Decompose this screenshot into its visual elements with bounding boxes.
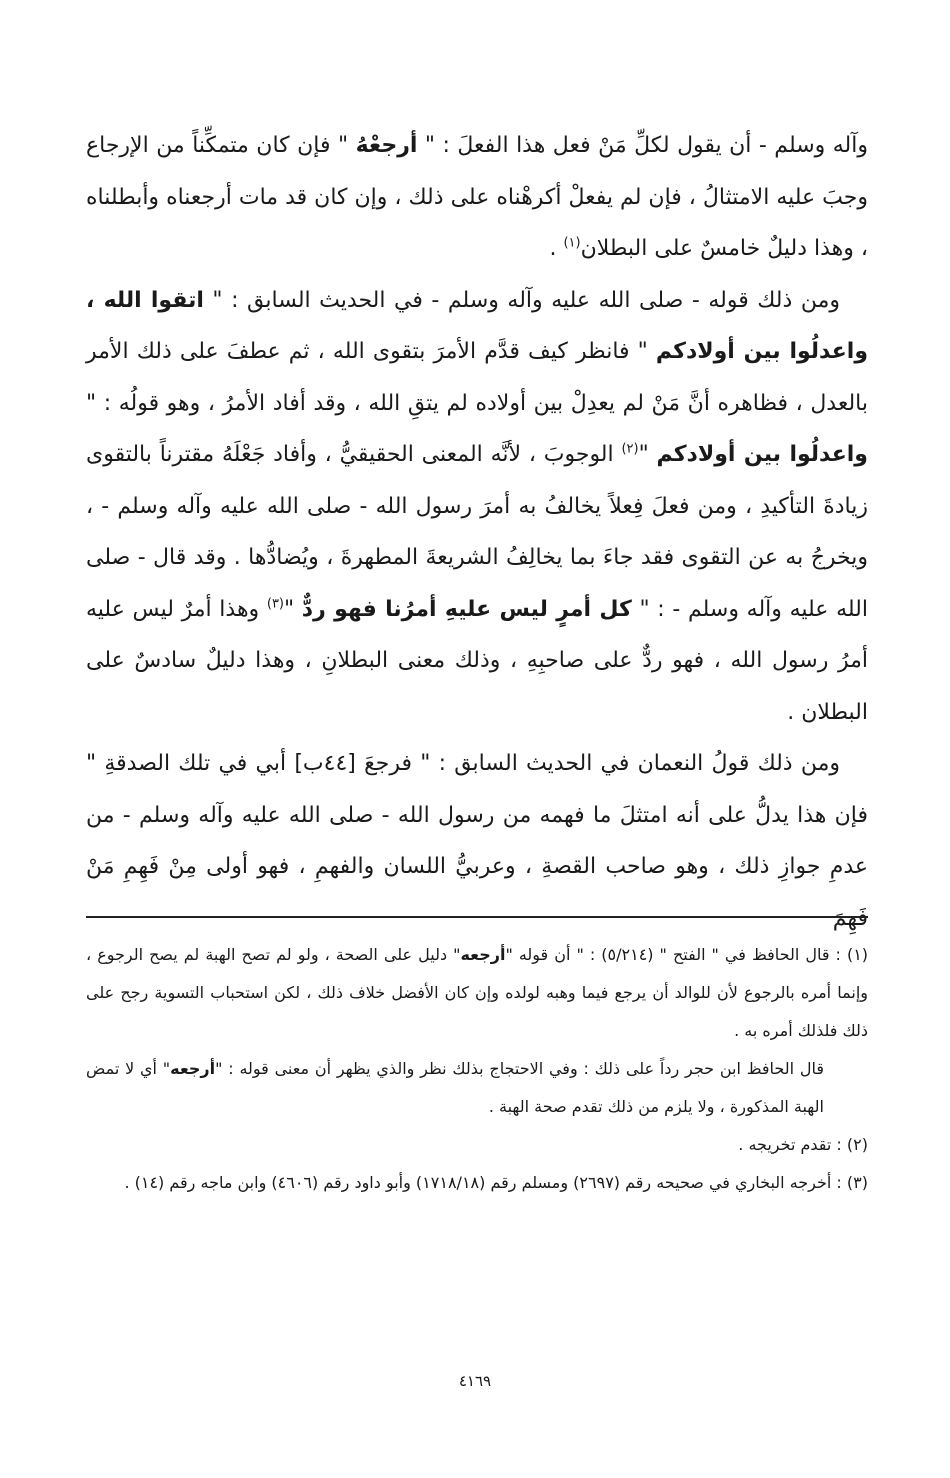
p2-quote-close: " (638, 442, 657, 467)
paragraph-3 (86, 738, 868, 944)
fn1b-text-end: " أي لا تمض الهبة المذكورة ، ولا يلزم من ذلك تقدم صحة الهبة . (86, 1059, 824, 1116)
footnote-divider (86, 916, 868, 918)
fn1-text-start: (١) : قال الحافظ في " الفتح " (٥/٢١٤) : " أن قوله " (505, 945, 869, 964)
p2-text-mid-1: " فانظر كيف قدَّم الأمرَ بتقوى الله ، ثم عطفَ على ذلك الأمر بالعدل ، فظاهره أنَّ مَنْ لم يعدِلْ بين أولاده لم يتقِ الله ، وقد أفاد الأمرُ ، وهو قولُه : " (86, 339, 868, 416)
footnotes-block (86, 936, 868, 1202)
footnote-1-continuation (86, 1050, 868, 1126)
main-text-block (86, 120, 868, 944)
p2-text-start: ومن ذلك قوله - صلى الله عليه وآله وسلم - في الحديث السابق : " (203, 287, 840, 313)
p2-hadith-quote-3: كل أمرٍ ليس عليهِ أمرُنا فهو ردٌّ (301, 596, 632, 622)
p2-text-end: وهذا أمرٌ ليس عليه أمرُ رسول الله ، فهو ردٌّ على صاحبِهِ ، وذلك معنى البطلانِ ، وهذا دليلٌ سادسٌ على البطلان . (86, 596, 868, 725)
footnote-ref-2: (٢) (621, 441, 639, 457)
paragraph-2 (86, 275, 868, 739)
footnote-3: (٣) : أخرجه البخاري في صحيحه رقم (٢٦٩٧) ومسلم رقم (١٧١٨/١٨) وأبو داود رقم (٤٦٠٦) وابن ماجه رقم (١٤) . (124, 1173, 868, 1192)
p1-bold-quote: أرجعْهُ (355, 133, 418, 158)
p3-text: ومن ذلك قولُ النعمان في الحديث السابق : " فرجعَ [٤٤ب] أبي في تلك الصدقةِ " فإن هذا يدلُّ على أنه امتثلَ ما فهمه من رسول الله - صلى الله عليه وآله وسلم - من عدمِ جوازِ ذلك ، وهو صاحب القصةِ ، وعربيُّ اللسان والفهمِ ، فهو أولى مِنْ فَهِمِ مَنْ فَهِمَ (86, 751, 868, 931)
p2-hadith-quote-1: اتقوا الله ، واعدلُوا بين أولادكم (86, 287, 868, 364)
p2-quote-close-2: " (284, 596, 302, 622)
footnote-1 (86, 936, 868, 1050)
paragraph-1 (86, 120, 868, 275)
p1-text-body: " فإن كان متمكِّناً من الإرجاع وجبَ عليه الامتثالُ ، فإن لم يفعلْ أكرهْناه على ذلك ، وإن كان قد مات أرجعناه وأبطلناه ، وهذا دليلٌ خامسٌ على البطلان (86, 133, 868, 261)
p1-text-start: وآله وسلم - أن يقول لكلِّ مَنْ فعل هذا الفعلَ : " (417, 133, 868, 158)
p2-text-mid-2: الوجوبَ ، لأنَّه المعنى الحقيقيُّ ، وأفاد جَعْلَهُ مقترناً بالتقوى زيادةَ التأكيدِ ، ومن فعلَ فِعلاً يخالفُ به أمرَ رسول الله - صلى الله عليه وآله وسلم - ، ويخرجُ به عن التقوى فقد جاءَ بما يخالِفُ الشريعةَ المطهرةَ ، ويُضادُّها . وقد قال - صلى الله عليه وآله وسلم - : " (86, 442, 868, 622)
footnote-ref-1: (١) (563, 235, 581, 251)
p1-text-end: . (549, 236, 564, 261)
footnote-2: (٢) : تقدم تخريجه . (738, 1135, 868, 1154)
p2-hadith-quote-2: واعدلُوا بين أولادكم (656, 442, 868, 467)
page-number: ٤١٦٩ (458, 1372, 492, 1390)
fn1b-bold-word: أرجعه (170, 1059, 216, 1078)
fn1-bold-word: أرجعه (460, 945, 506, 964)
fn1-text-end: " دليل على الصحة ، ولو لم تصح الهبة لم يصح الرجوع ، وإنما أمره بالرجوع لأن للوالد أن يرجع فيما وهبه لولده وإن كان الأفضل خلاف ذلك ، لكن استحباب التسوية رجح على ذلك فلذلك أمره به . (86, 945, 868, 1040)
fn1b-text-start: قال الحافظ ابن حجر رداً على ذلك : وفي الاحتجاج بذلك نظر والذي يظهر أن معنى قوله : " (215, 1059, 825, 1078)
footnote-ref-3: (٣) (266, 596, 284, 612)
